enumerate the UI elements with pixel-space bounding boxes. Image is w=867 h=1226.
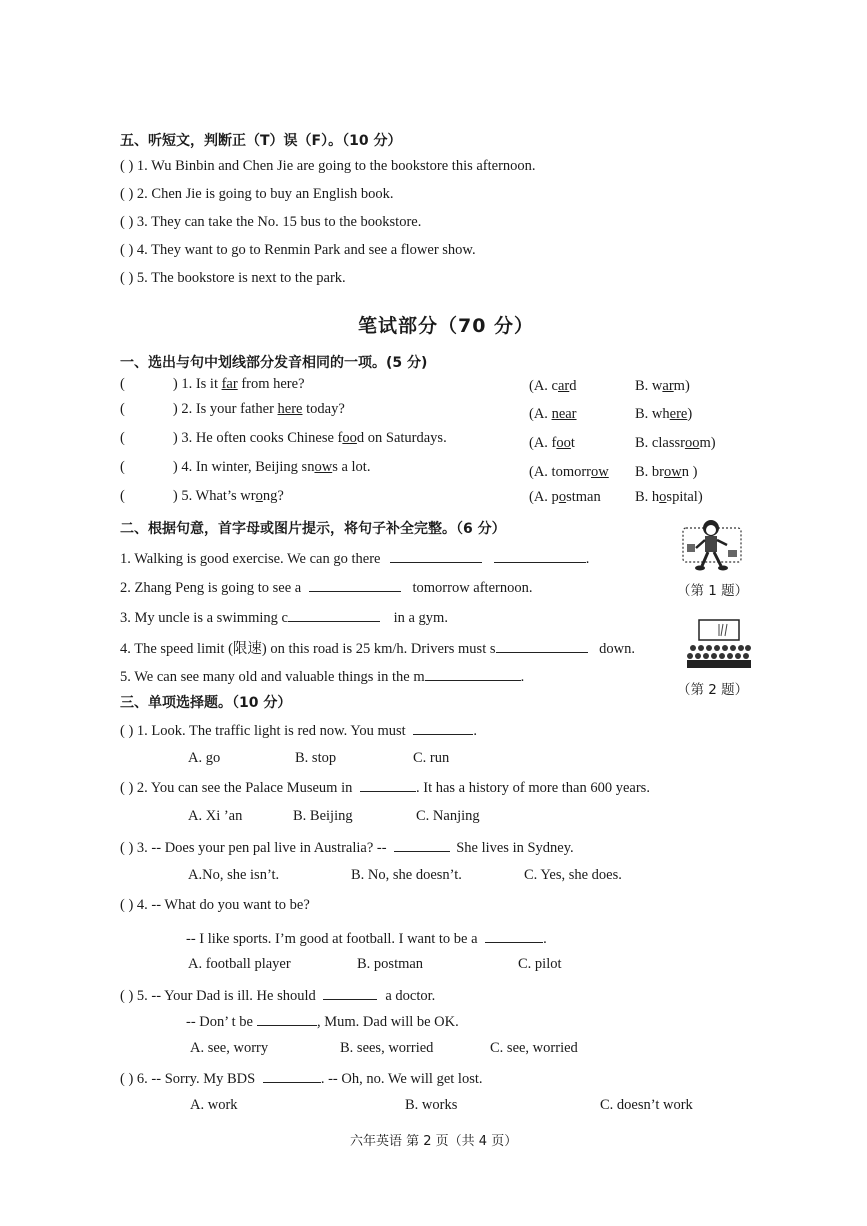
- s3-q5-line2: -- Don’ t be , Mum. Dad will be OK.: [186, 1011, 459, 1031]
- section5-header: 五、听短文，判断正（T）误（F）。（10 分）: [120, 133, 402, 149]
- s3-q4-opt-a: A. football player: [188, 956, 291, 972]
- s3-q5-opt-a: A. see, worry: [190, 1040, 269, 1056]
- s5-item-2: ( ) 2. Chen Jie is going to buy an English book.: [120, 186, 394, 202]
- section1-header: 一、选出与句中划线部分发音相同的一项。(5 分): [120, 355, 428, 371]
- s3-q2-blank[interactable]: [360, 777, 416, 792]
- s2-q2-blank[interactable]: [309, 577, 401, 592]
- s2-q4-blank[interactable]: [496, 638, 588, 653]
- s3-q1-blank[interactable]: [413, 720, 473, 735]
- s3-q4-opt-c: C. pilot: [518, 956, 562, 972]
- s3-q3-blank[interactable]: [394, 837, 450, 852]
- s2-q1: 1. Walking is good exercise. We can go there .: [120, 548, 589, 568]
- s1-item-3: ( ) 3. He often cooks Chinese food on Saturdays.: [120, 430, 447, 446]
- s3-q2-opt-c: C. Nanjing: [416, 808, 480, 824]
- s1-item-1-option-b: B. warm): [635, 378, 690, 394]
- s5-item-3: ( ) 3. They can take the No. 15 bus to the bookstore.: [120, 214, 422, 230]
- s1-item-5: ( ) 5. What’s wrong?: [120, 488, 284, 504]
- s3-q3-opt-b: B. No, she doesn’t.: [351, 867, 462, 883]
- written-part-title: 笔试部分（70 分）: [358, 315, 535, 337]
- s3-q5-opt-c: C. see, worried: [490, 1040, 578, 1056]
- s3-q3: ( ) 3. -- Does your pen pal live in Australia? -- She lives in Sydney.: [120, 837, 574, 857]
- s3-q5: ( ) 5. -- Your Dad is ill. He should a doctor.: [120, 985, 435, 1005]
- s3-q6-opt-a: A. work: [190, 1097, 238, 1113]
- s3-q5-blank-2[interactable]: [257, 1011, 317, 1026]
- picture-1-caption: （第 1 题）: [677, 583, 749, 599]
- s3-q6-blank[interactable]: [263, 1068, 321, 1083]
- s3-q1: ( ) 1. Look. The traffic light is red now. You must .: [120, 720, 477, 740]
- s3-q1-opt-c: C. run: [413, 750, 450, 766]
- s1-item-3-option-b: B. classroom): [635, 435, 716, 451]
- page-footer: 六年英语 第 2 页（共 4 页）: [350, 1134, 518, 1149]
- s3-q6-opt-c: C. doesn’t work: [600, 1097, 693, 1113]
- s3-q1-opt-b: B. stop: [295, 750, 337, 766]
- s3-q6: ( ) 6. -- Sorry. My BDS . -- Oh, no. We will get lost.: [120, 1068, 483, 1088]
- s3-q4: ( ) 4. -- What do you want to be?: [120, 897, 310, 913]
- s3-q2-opt-b: B. Beijing: [293, 808, 353, 824]
- s1-item-5-options: (A. postman: [529, 489, 601, 505]
- s1-item-5-option-b: B. hospital): [635, 489, 703, 505]
- s5-item-1: ( ) 1. Wu Binbin and Chen Jie are going to the bookstore this afternoon.: [120, 158, 536, 174]
- section2-header: 二、根据句意，首字母或图片提示，将句子补全完整。（6 分）: [120, 521, 506, 537]
- section3-header: 三、单项选择题。（10 分）: [120, 695, 292, 711]
- walking-boy-image: [681, 514, 743, 576]
- s1-item-2-option-b: B. where): [635, 406, 693, 422]
- s5-item-5: ( ) 5. The bookstore is next to the park.: [120, 270, 346, 286]
- s1-item-1-options: (A. card: [529, 378, 577, 394]
- s5-item-4: ( ) 4. They want to go to Renmin Park and see a flower show.: [120, 242, 476, 258]
- s3-q2: ( ) 2. You can see the Palace Museum in . It has a history of more than 600 years.: [120, 777, 650, 797]
- s3-q5-opt-b: B. sees, worried: [340, 1040, 434, 1056]
- s2-q1-blank-2[interactable]: [494, 548, 586, 563]
- picture-2-caption: （第 2 题）: [677, 682, 749, 698]
- walking-boy-icon: [681, 514, 743, 576]
- s2-q3-blank[interactable]: [288, 607, 380, 622]
- s1-item-3-options: (A. foot: [529, 435, 575, 451]
- s1-item-2: ( ) 2. Is your father here today?: [120, 401, 345, 417]
- s2-q4: 4. The speed limit (限速) on this road is 25 km/h. Drivers must s down.: [120, 637, 635, 658]
- s1-item-4-option-b: B. brown ): [635, 464, 698, 480]
- s3-q4-line2: -- I like sports. I’m good at football. I want to be a .: [186, 928, 547, 948]
- movie-theater-icon: [685, 618, 753, 670]
- s3-q3-opt-a: A.No, she isn’t.: [188, 867, 280, 883]
- s2-q5-blank[interactable]: [425, 666, 521, 681]
- s3-q1-opt-a: A. go: [188, 750, 221, 766]
- s2-q1-blank-1[interactable]: [390, 548, 482, 563]
- s1-item-2-options: (A. near: [529, 406, 577, 422]
- s2-q3: 3. My uncle is a swimming c in a gym.: [120, 607, 448, 627]
- s1-item-4: ( ) 4. In winter, Beijing snows a lot.: [120, 459, 371, 475]
- s3-q6-opt-b: B. works: [405, 1097, 458, 1113]
- s3-q4-opt-b: B. postman: [357, 956, 424, 972]
- s1-item-1: ( ) 1. Is it far from here?: [120, 376, 305, 392]
- s3-q2-opt-a: A. Xi ’an: [188, 808, 243, 824]
- s2-q5: 5. We can see many old and valuable things in the m .: [120, 666, 524, 686]
- s3-q4-blank[interactable]: [485, 928, 543, 943]
- movie-theater-image: [685, 618, 753, 670]
- s3-q3-opt-c: C. Yes, she does.: [524, 867, 622, 883]
- s1-item-4-options: (A. tomorrow: [529, 464, 609, 480]
- s2-q2: 2. Zhang Peng is going to see a tomorrow afternoon.: [120, 577, 532, 597]
- s3-q5-blank-1[interactable]: [323, 985, 377, 1000]
